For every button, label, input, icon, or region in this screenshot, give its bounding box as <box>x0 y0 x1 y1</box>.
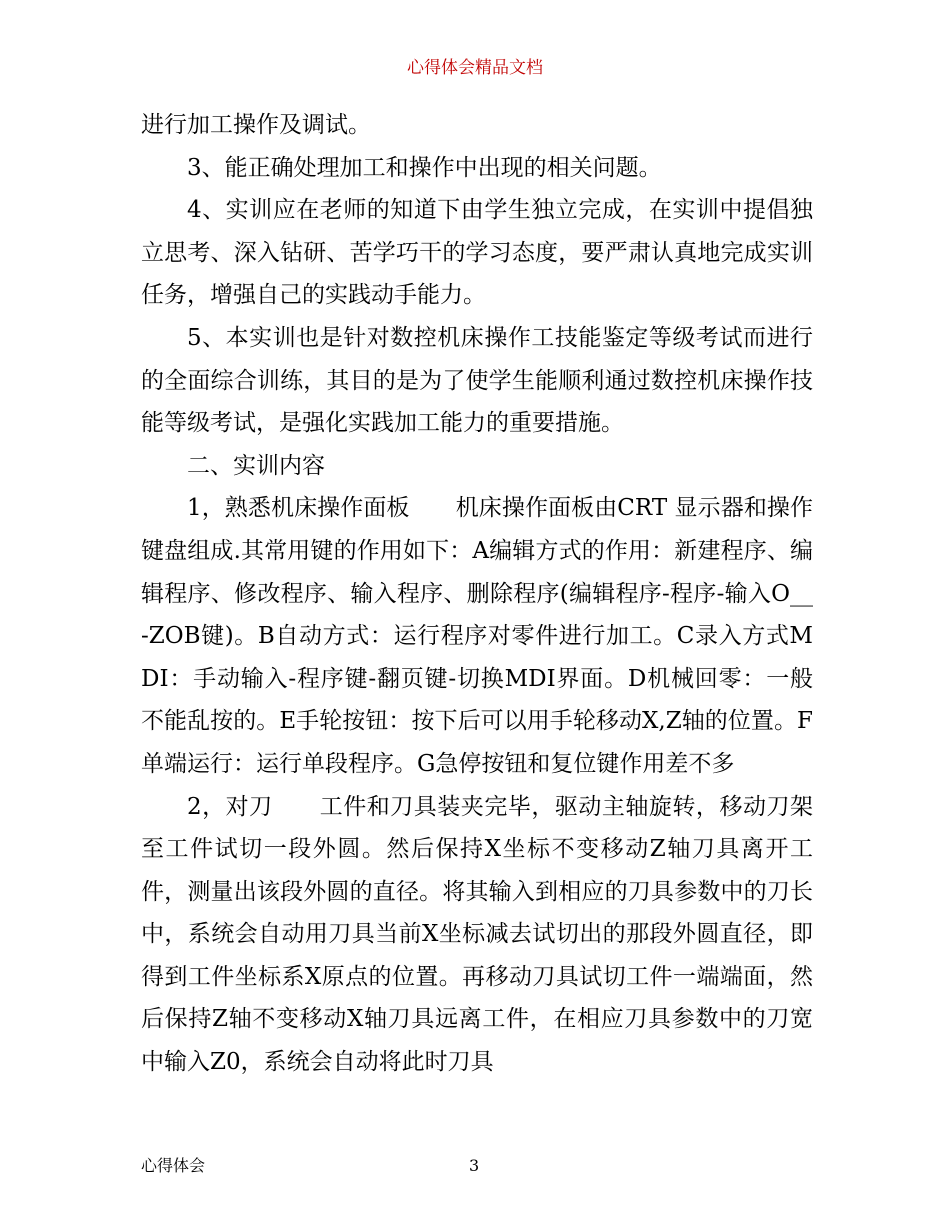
paragraph-3: 4、实训应在老师的知道下由学生独立完成，在实训中提倡独立思考、深入钻研、苦学巧干的学习态度，要严肃认真地完成实训任务，增强自己的实践动手能力。 <box>141 197 813 309</box>
paragraph-1: 进行加工操作及调试。 <box>141 112 371 138</box>
page-header-title: 心得体会精品文档 <box>407 58 543 78</box>
paragraph-5: 1，熟悉机床操作面板 机床操作面板由CRT 显示器和操作键盘组成.其常用键的作用如下：A编辑方式的作用：新建程序、编辑程序、修改程序、输入程序、删除程序(编辑程序-程序-输入O__-ZOB键)。B自动方式：运行程序对零件进行加工。C录入方式MDI：手动输入-程序键-翻页键-切换MDI界面。D机械回零：一般不能乱按的。E手轮按钮：按下后可以用手轮移动X,Z轴的位置。F单端运行：运行单段程序。G急停按钮和复位键作用差不多 <box>141 495 813 777</box>
document-body <box>141 104 813 1084</box>
page-number: 3 <box>469 1156 480 1175</box>
section-heading: 二、实训内容 <box>187 452 325 479</box>
paragraph-2: 3、能正确处理加工和操作中出现的相关问题。 <box>187 154 662 181</box>
footer-label: 心得体会 <box>141 1156 206 1175</box>
paragraph-6: 2，对刀 工件和刀具装夹完毕，驱动主轴旋转，移动刀架至工件试切一段外圆。然后保持X坐标不变移动Z轴刀具离开工件，测量出该段外圆的直径。将其输入到相应的刀具参数中的刀长中，系统会自动用刀具当前X坐标减去试切出的那段外圆直径，即得到工件坐标系X原点的位置。再移动刀具试切工件一端端面，然后保持Z轴不变移动X轴刀具远离工件，在相应刀具参数中的刀宽中输入Z0，系统会自动将此时刀具 <box>141 793 813 1076</box>
paragraph-4: 5、本实训也是针对数控机床操作工技能鉴定等级考试而进行的全面综合训练，其目的是为了使学生能顺利通过数控机床操作技能等级考试，是强化实践加工能力的重要措施。 <box>141 324 813 437</box>
